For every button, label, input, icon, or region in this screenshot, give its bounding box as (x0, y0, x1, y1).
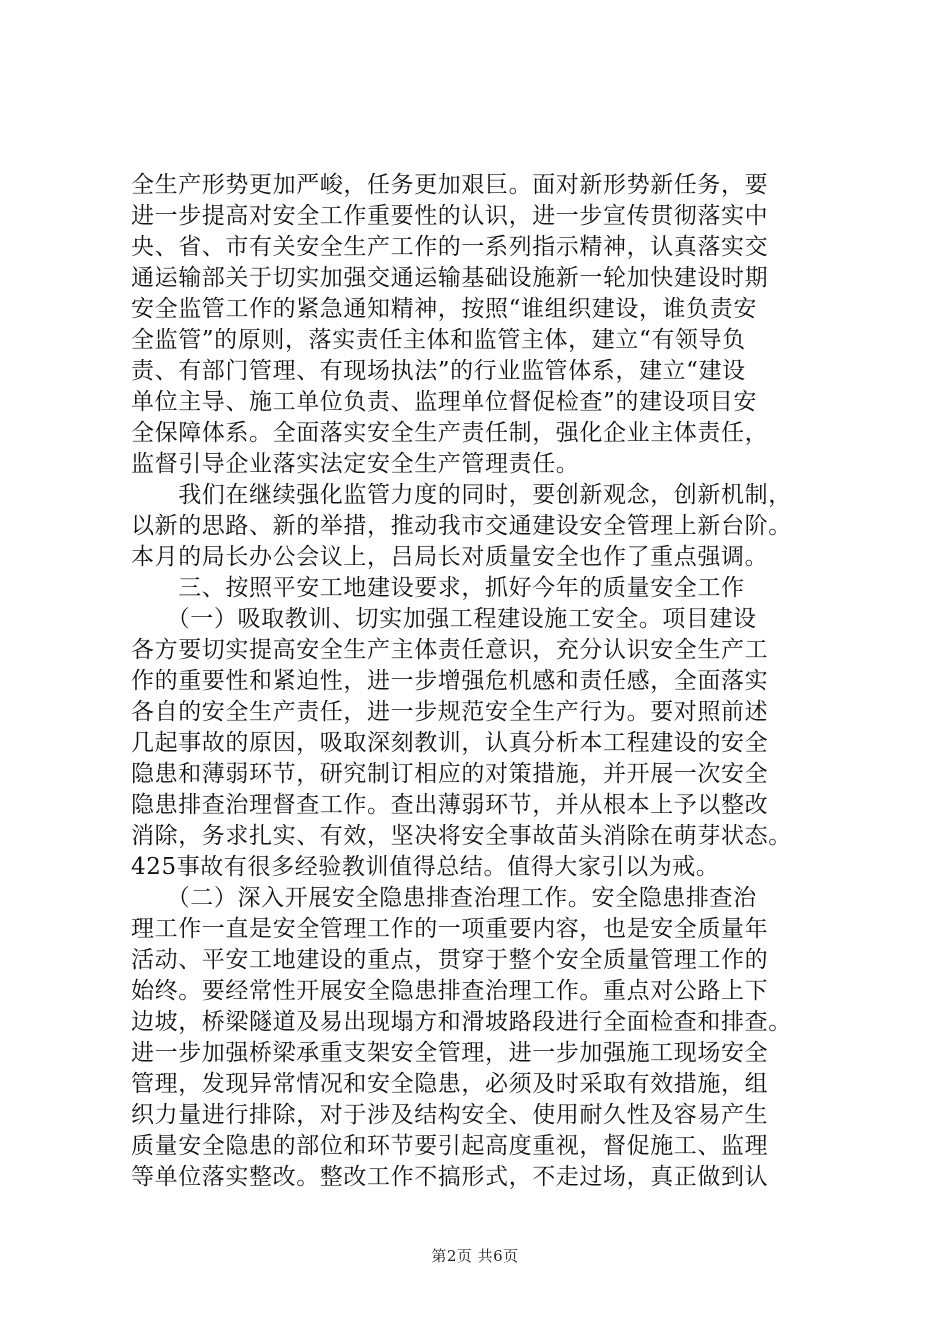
text-line: 隐患排查治理督查工作。查出薄弱环节，并从根本上予以整改 (131, 792, 769, 818)
text-line: 各方要切实提高安全生产主体责任意识，充分认识安全生产工 (131, 637, 769, 663)
text-line: 管理，发现异常情况和安全隐患，必须及时采取有效措施，组 (131, 1071, 769, 1097)
text-line: 425事故有很多经验教训值得总结。值得大家引以为戒。 (131, 854, 720, 880)
text-line: 始终。要经常性开展安全隐患排查治理工作。重点对公路上下 (131, 978, 769, 1004)
text-line: 全生产形势更加严峻，任务更加艰巨。面对新形势新任务，要 (131, 172, 769, 198)
section-heading: 三、按照平安工地建设要求，抓好今年的质量安全工作 (131, 575, 745, 601)
text-line: （二）深入开展安全隐患排查治理工作。安全隐患排查治 (131, 885, 757, 911)
text-line: 边坡，桥梁隧道及易出现塌方和滑坡路段进行全面检查和排查。 (131, 1009, 792, 1035)
text-line: 各自的安全生产责任，进一步规范安全生产行为。要对照前述 (131, 699, 769, 725)
text-line: （一）吸取教训、切实加强工程建设施工安全。项目建设 (131, 606, 757, 632)
text-line: 安全监管工作的紧急通知精神，按照“谁组织建设，谁负责安 (131, 296, 757, 322)
text-line: 织力量进行排除，对于涉及结构安全、使用耐久性及容易产生 (131, 1102, 769, 1128)
text-line: 责、有部门管理、有现场执法”的行业监管体系，建立“建设 (131, 358, 746, 384)
text-line: 全监管”的原则，落实责任主体和监管主体，建立“有领导负 (131, 327, 746, 353)
text-line: 几起事故的原因，吸取深刻教训，认真分析本工程建设的安全 (131, 730, 769, 756)
text-line: 质量安全隐患的部位和环节要引起高度重视，督促施工、监理 (131, 1133, 769, 1159)
text-line: 以新的思路、新的举措，推动我市交通建设安全管理上新台阶。 (131, 513, 792, 539)
text-line: 监督引导企业落实法定安全生产管理责任。 (131, 451, 580, 477)
text-line: 作的重要性和紧迫性，进一步增强危机感和责任感，全面落实 (131, 668, 769, 694)
page-footer: 第2页 共6页 (431, 1247, 519, 1265)
text-line: 本月的局长办公会议上，吕局长对质量安全也作了重点强调。 (131, 544, 769, 570)
text-line: 我们在继续强化监管力度的同时，要创新观念，创新机制， (131, 482, 792, 508)
text-line: 进一步加强桥梁承重支架安全管理，进一步加强施工现场安全 (131, 1040, 769, 1066)
text-line: 进一步提高对安全工作重要性的认识，进一步宣传贯彻落实中 (131, 203, 769, 229)
text-line: 理工作一直是安全管理工作的一项重要内容，也是安全质量年 (131, 916, 769, 942)
text-line: 央、省、市有关安全生产工作的一系列指示精神，认真落实交 (131, 234, 769, 260)
text-line: 隐患和薄弱环节，研究制订相应的对策措施，并开展一次安全 (131, 761, 769, 787)
text-line: 全保障体系。全面落实安全生产责任制，强化企业主体责任， (131, 420, 769, 446)
text-line: 等单位落实整改。整改工作不搞形式，不走过场，真正做到认 (131, 1164, 769, 1190)
body-text (131, 170, 851, 1193)
text-line: 消除，务求扎实、有效，坚决将安全事故苗头消除在萌芽状态。 (131, 823, 792, 849)
text-line: 活动、平安工地建设的重点，贯穿于整个安全质量管理工作的 (131, 947, 769, 973)
text-line: 单位主导、施工单位负责、监理单位督促检查”的建设项目安 (131, 389, 757, 415)
text-line: 通运输部关于切实加强交通运输基础设施新一轮加快建设时期 (131, 265, 769, 291)
